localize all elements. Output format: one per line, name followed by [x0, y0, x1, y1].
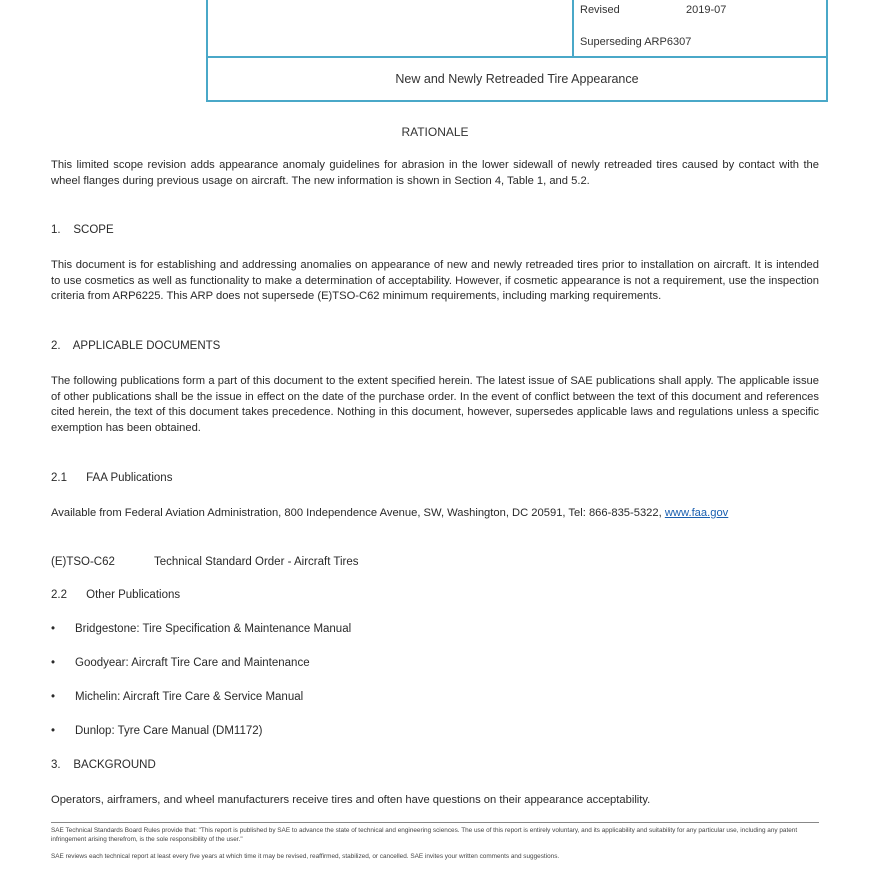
document-header-box — [206, 0, 828, 102]
faa-website-link[interactable]: www.faa.gov — [664, 507, 729, 519]
footer-divider — [51, 822, 819, 823]
tso-code: (E)TSO-C62 — [51, 556, 115, 568]
footer-note: SAE Technical Standards Board Rules provide that: "This report is published by SAE to advance the state of technical and engineering sciences. The use of this report is entirely voluntary, and its applicability and suitability for any particular use, including any patent infringement arising therefrom, is the sole responsibility of the user." — [51, 827, 798, 843]
revised-date: 2019-07 — [686, 4, 727, 16]
other-publications-heading: 2.2 Other Publications — [51, 589, 181, 601]
list-item — [51, 691, 303, 703]
tso-title: Technical Standard Order - Aircraft Tires — [154, 556, 359, 568]
applicable-documents-text: The following publications form a part of this document to the extent specified herein. The latest issue of SAE publications shall apply. The applicable issue of other publications shall be the issue in effect on the date of the purchase order. In the event of conflict between the text of this document and references cited herein, the text of this document takes precedence. Nothing in this document, however, supersedes applicable laws and regulations unless a specific exemption has been obtained. — [51, 375, 819, 434]
header-divider — [572, 0, 574, 56]
list-item-text: Bridgestone: Tire Specification & Maintenance Manual — [75, 623, 352, 635]
revised-label: Revised — [580, 4, 620, 16]
superseding-note: Superseding ARP6307 — [580, 36, 692, 48]
rationale-heading: RATIONALE — [401, 125, 469, 139]
footer-review-note: SAE reviews each technical report at least every five years at which time it may be revised, reaffirmed, stabilized, or cancelled. SAE invites your written comments and suggestions. — [51, 853, 560, 860]
list-item — [51, 725, 263, 737]
bullet-icon: • — [51, 725, 56, 737]
list-item — [51, 657, 310, 669]
list-item — [51, 623, 351, 635]
faa-publications-heading: 2.1 FAA Publications — [51, 472, 173, 484]
scope-text: This document is for establishing and addressing anomalies on appearance of new and newly retreaded tires prior to installation on aircraft. It is intended to use cosmetics as well as functionality to make a determination of acceptability. However, if cosmetic appearance is not a requirement, use the inspection criteria from ARP6225. This ARP does not supersede (E)TSO-C62 minimum requirements, including marking requirements. — [51, 259, 819, 303]
background-text: Operators, airframers, and wheel manufacturers receive tires and often have questions on their appearance acceptability. — [51, 794, 651, 806]
header-top-row — [208, 0, 826, 58]
bullet-icon: • — [51, 623, 56, 635]
list-item-text: Dunlop: Tyre Care Manual (DM1172) — [75, 725, 263, 737]
list-item-text: Michelin: Aircraft Tire Care & Service Manual — [75, 691, 304, 703]
list-item-text: Goodyear: Aircraft Tire Care and Maintenance — [75, 657, 310, 669]
bullet-icon: • — [51, 691, 56, 703]
rationale-text: This limited scope revision adds appearance anomaly guidelines for abrasion in the lower sidewall of newly retreaded tires caused by contact with the wheel flanges during previous usage on aircraft. The new information is shown in Section 4, Table 1, and 5.2. — [51, 159, 819, 187]
document-title: New and Newly Retreaded Tire Appearance — [395, 72, 639, 86]
background-heading: 3. BACKGROUND — [51, 759, 156, 771]
scope-heading: 1. SCOPE — [51, 224, 114, 236]
applicable-documents-heading: 2. APPLICABLE DOCUMENTS — [51, 340, 221, 352]
bullet-icon: • — [51, 657, 56, 669]
faa-address: Available from Federal Aviation Administration, 800 Independence Avenue, SW, Washington, DC 20591, Tel: 866-835-5322, — [51, 507, 662, 519]
faa-publications-text — [51, 506, 819, 522]
